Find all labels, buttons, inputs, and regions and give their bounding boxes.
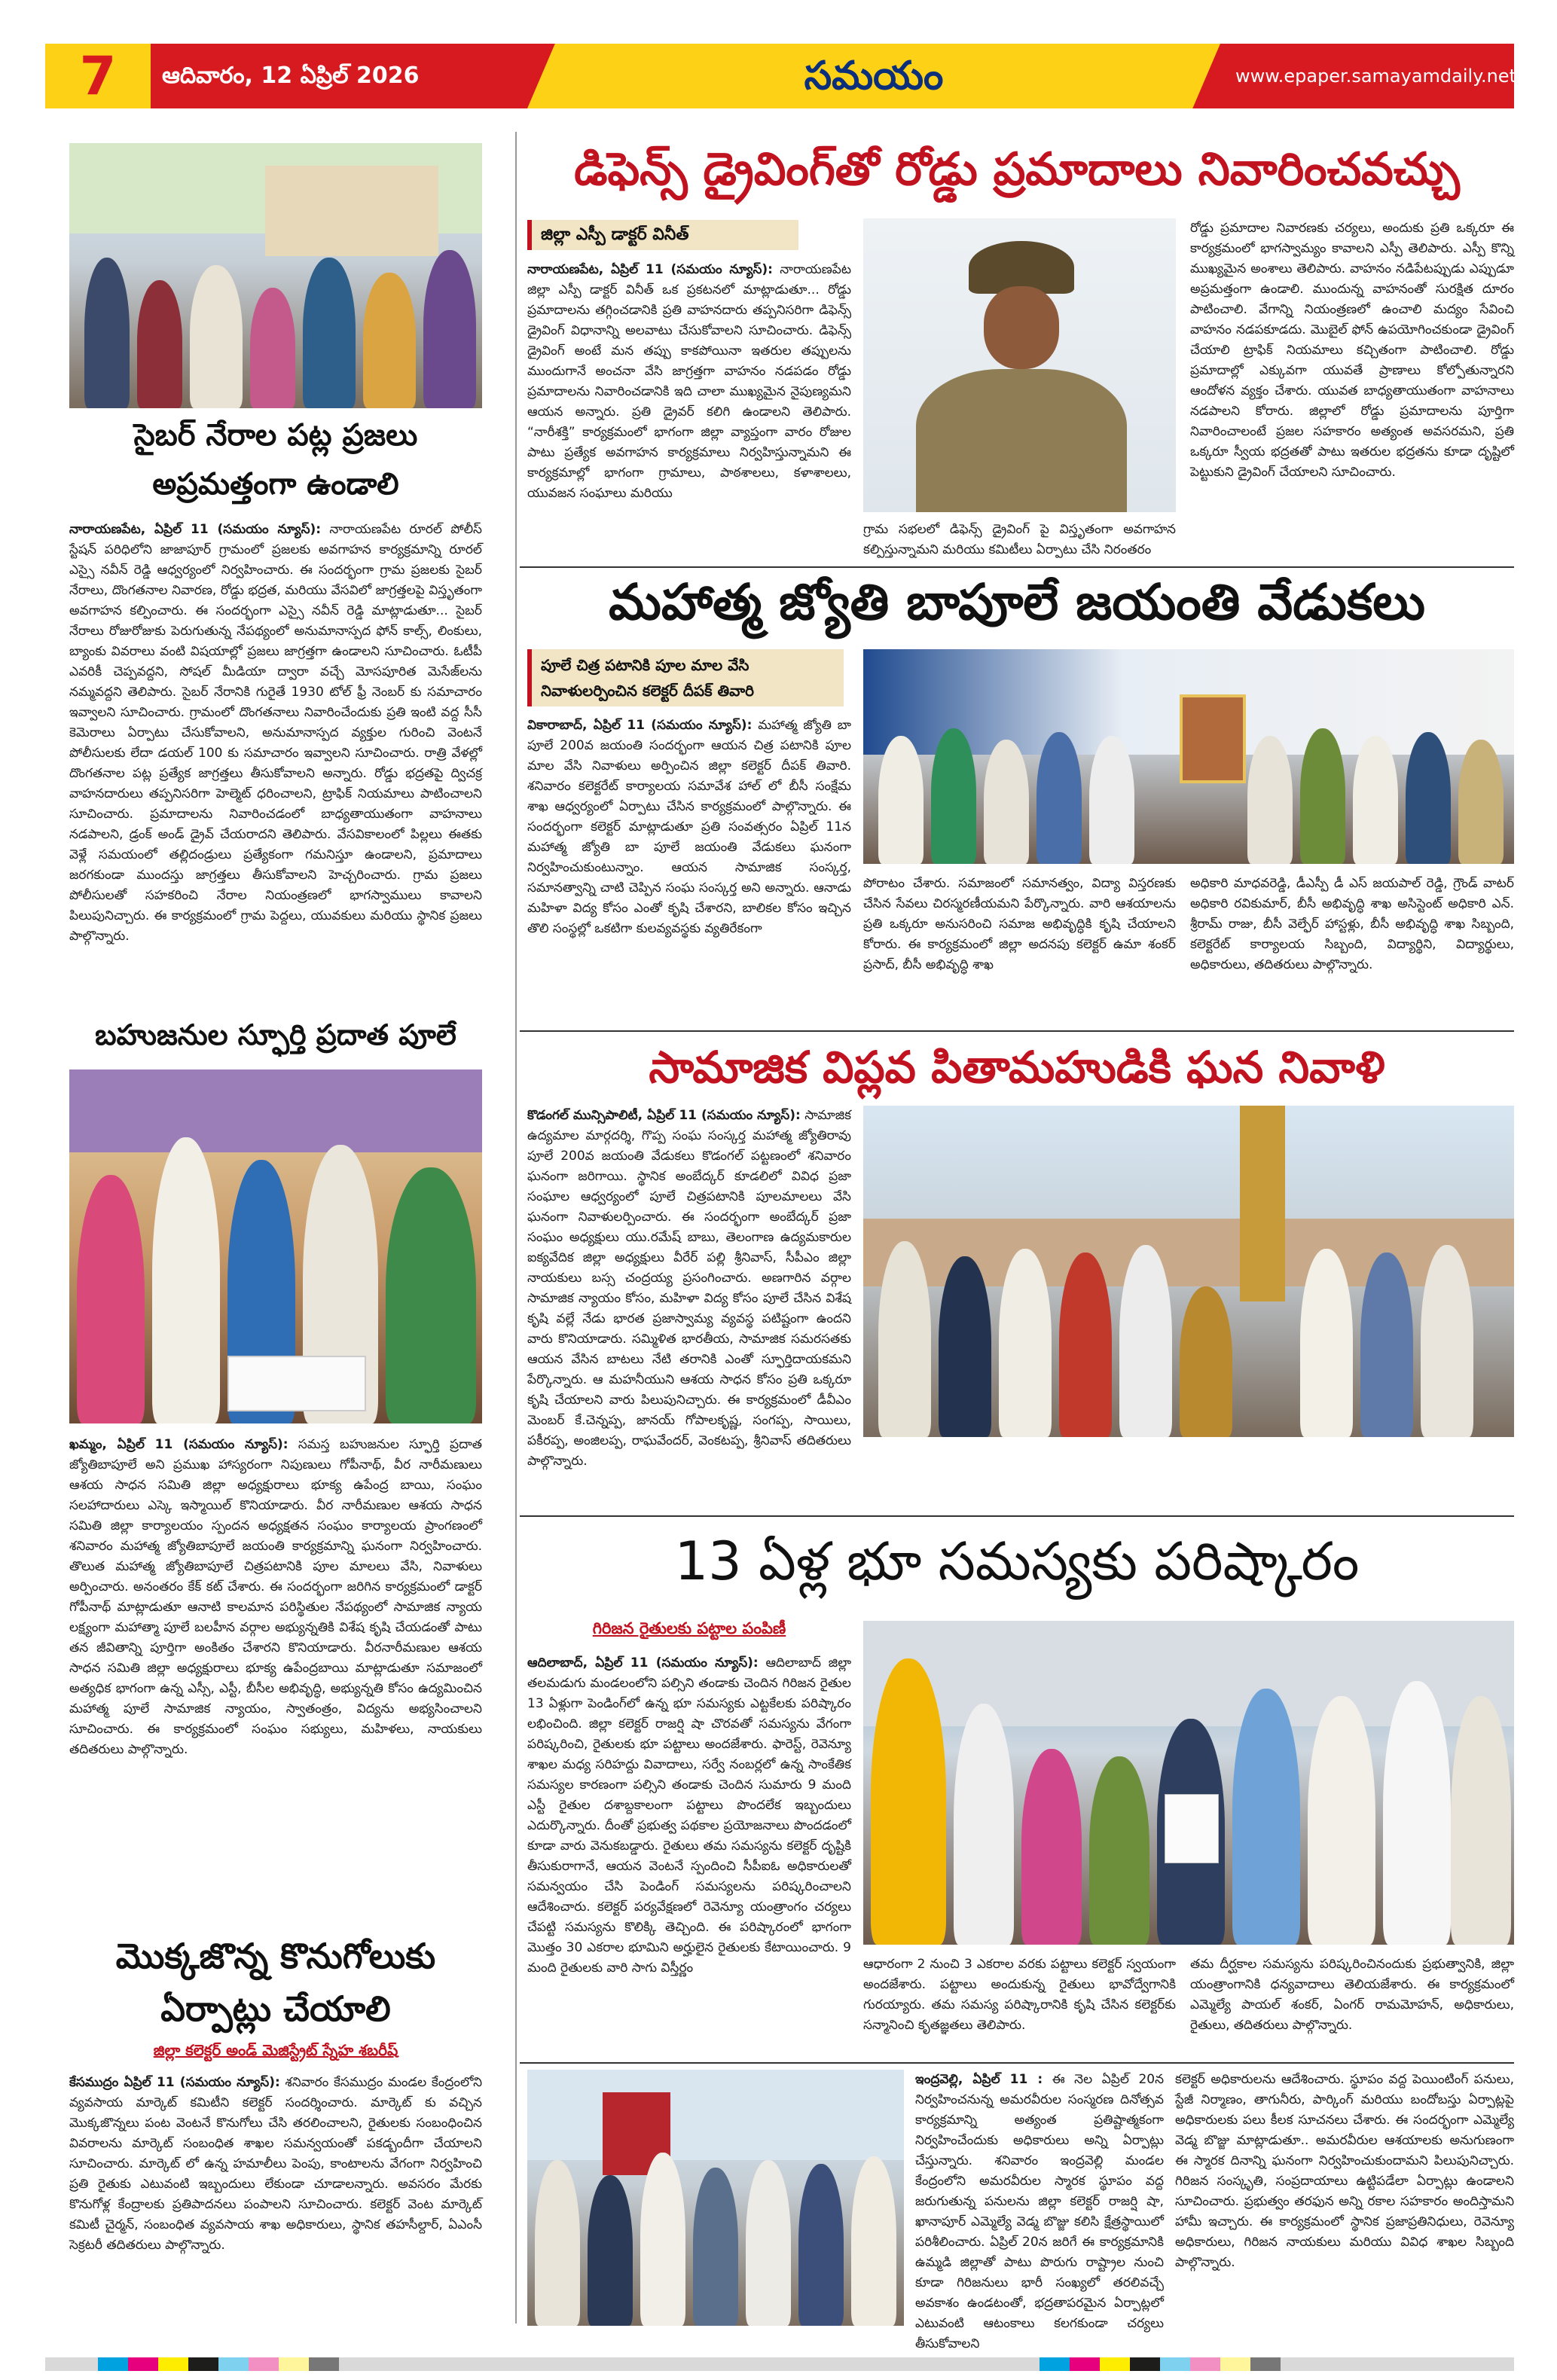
- color-swatch: [1220, 2357, 1250, 2371]
- left-article3-dateline: కేసముద్రం ఏప్రిల్ 11 (సమయం న్యూస్):: [69, 2075, 280, 2090]
- main-article5-text-col1: ఈ నెల ఏప్రిల్ 20న నిర్వహించనున్న అమరవీరుల సంస్మరణ దినోత్సవ కార్యక్రమాన్ని అత్యంత ప్రతిష్టాత్మకంగా నిర్వహించేందుకు అధికారులు అన్ని ఏర్పాట్లు చేస్తున్నారు. శనివారం ఇంద్రవెల్లి మండల కేంద్రంలోని అమరవీరుల స్మారక స్థూపం వద్ద జరుగుతున్న పనులను జిల్లా కలెక్టర్ రాజర్షి షా, ఖానాపూర్ ఎమ్మెల్యే వెడ్మ బొజ్జు కలిసి క్షేత్రస్థాయిలో పరిశీలించారు. ఏప్రిల్ 20న జరిగే ఈ కార్యక్రమానికి ఉమ్మడి జిల్లాతో పాటు పొరుగు రాష్ట్రాల నుంచి కూడా గిరిజనులు భారీ సంఖ్యలో తరలివచ్చే అవకాశం ఉండటంతో, భద్రతాపరమైన ఏర్పాట్లలో ఎటువంటి ఆటంకాలు కలగకుండా చర్యలు తీసుకోవాలని: [915, 2072, 1165, 2351]
- main-article2-body-col3: [1190, 874, 1514, 1024]
- left-article2-body: [69, 1435, 482, 1924]
- color-swatch: [158, 2357, 188, 2371]
- color-swatch: [249, 2357, 279, 2371]
- main-article3-title: సామాజిక విప్లవ పితామహుడికి ఘన నివాళి: [649, 1042, 1385, 1093]
- column-divider: [515, 132, 517, 2324]
- main-article3-dateline: కొడంగల్ మున్సిపాలిటీ, ఏప్రిల్ 11 (సమయం న్యూస్):: [527, 1108, 801, 1123]
- main-article2-text-col3: అధికారి మాధవరెడ్డి, డీఎస్పీ డీ ఎస్ జయపాల్ రెడ్డి, గ్రౌండ్ వాటర్ అధికారి రవికుమార్, బీసీ అభివృద్ధి శాఖ అసిస్టెంట్ అధికారి ఎన్. శ్రీరామ్ రాజు, బీసీ వెల్ఫేర్ హాస్టళ్లు, బీసీ అభివృద్ధి శాఖ సిబ్బంది, కలెక్టరేట్ కార్యాలయ సిబ్బంది, విద్యార్థిని, విద్యార్థులు, అధికారులు, తదితరులు పాల్గొన్నారు.: [1190, 876, 1514, 972]
- main-article3-body: [527, 1106, 851, 1512]
- main-article1-body-col2: [1190, 218, 1514, 561]
- main-article1-text-col2: రోడ్డు ప్రమాదాల నివారణకు చర్యలు, అందుకు ప్రతి ఒక్కరూ ఈ కార్యక్రమంలో భాగస్వామ్యం కావాలని ఎస్పీ తెలిపారు. ఎస్పీ కొన్ని ముఖ్యమైన అంశాలు తెలిపారు. వాహనం నడిపేటప్పుడు ఎప్పుడూ అప్రమత్తంగా ఉండాలి. ముందున్న వాహనంతో సురక్షిత దూరం పాటించాలి. వేగాన్ని నియంత్రణలో ఉంచాలి మద్యం సేవించి వాహనం నడపకూడదు. మొబైల్ ఫోన్ ఉపయోగించకుండా డ్రైవింగ్ చేయాలి ట్రాఫిక్ నియమాలు కచ్చితంగా పాటించాలి. రోడ్డు ప్రమాదాల్లో ఎక్కువగా యువతే ప్రాణాలు కోల్పోతున్నారని ఆందోళన వ్యక్తం చేశారు. యువత బాధ్యతాయుతంగా వాహనాలు నడపాలని కోరారు. జిల్లాలో రోడ్డు ప్రమాదాలను పూర్తిగా నివారించాలంటే ప్రజల సహకారం అత్యంత అవసరమని, ప్రతి ఒక్కరూ స్వీయ భద్రతతో పాటు ఇతరుల భద్రతను కూడా దృష్టిలో పెట్టుకుని డ్రైవింగ్ చేయాలని సూచించారు.: [1190, 221, 1514, 480]
- main-article1-title: డిఫెన్స్ డ్రైవింగ్‌తో రోడ్డు ప్రమాదాలు నివారించవచ్చు: [574, 143, 1460, 196]
- left-article1-dateline: నారాయణపేట, ఏప్రిల్ 11 (సమయం న్యూస్):: [69, 522, 322, 537]
- left-article2-title: బహుజనుల స్ఫూర్తి ప్రదాత పూలే: [95, 1018, 456, 1051]
- main-article4-title: 13 ఏళ్ల భూ సమస్యకు పరిష్కారం: [674, 1530, 1360, 1592]
- left-article1-body: [69, 520, 482, 1017]
- photo-district-sp: [863, 218, 1176, 512]
- epaper-url[interactable]: www.epaper.samayamdaily.net: [1235, 66, 1516, 87]
- photo-land-pattas: [863, 1621, 1514, 1945]
- color-swatch: [1190, 2357, 1220, 2371]
- main-article4-body-col2: [863, 1954, 1176, 2060]
- photo-phule-celebration: [69, 1069, 482, 1423]
- main-article5-body-col1: [915, 2070, 1165, 2351]
- color-swatch: [1130, 2357, 1160, 2371]
- section-divider: [520, 1030, 1514, 1032]
- main-article2-body-col1: [527, 716, 851, 1024]
- color-swatch: [1040, 2357, 1070, 2371]
- section-divider: [520, 2062, 1514, 2064]
- color-swatch: [98, 2357, 128, 2371]
- main-article5-body-col2: [1175, 2070, 1514, 2326]
- main-article4-body-col3: [1190, 1954, 1514, 2060]
- main-article2-text-col2: పోరాటం చేశారు. సమాజంలో సమానత్వం, విద్యా విస్తరణకు చేసిన సేవలు చిరస్మరణీయమని పేర్కొన్నారు. వారి ఆశయాలను ప్రతి ఒక్కరూ అనుసరించి సమాజ అభివృద్ధికి కృషి చేయాలని కోరారు. ఈ కార్యక్రమంలో జిల్లా అదనపు కలెక్టర్ ఉమా శంకర్ ప్రసాద్, బీసీ అభివృద్ధి శాఖ: [863, 876, 1176, 972]
- color-swatch: [309, 2357, 339, 2371]
- main-article5-dateline: ఇంద్రవెల్లి, ఏప్రిల్ 11 :: [915, 2072, 1043, 2087]
- left-article2-text: సమస్త బహుజనుల స్ఫూర్తి ప్రదాత జ్యోతిబాపూలే అని ప్రముఖ హాస్యరంగా నిపుణులు గోపీనాథ్, వీర నారీమణులు ఆశయ సాధన సమితి జిల్లా అధ్యక్షురాలు భూక్య ఉపేంద్ర బాయి, సంఘం సలహాదారులు ఎస్కె ఇస్మాయిల్ కొనియాడారు. వీర నారీమణుల ఆశయ సాధన సమితి జిల్లా కార్యాలయం స్పందన అధ్యక్షతన సంఘం కార్యాలయ ప్రాంగణంలో శనివారం మహాత్మ జ్యోతిబాపూలే జయంతి కార్యక్రమాన్ని ఘనంగా నిర్వహించారు. తొలుత మహాత్మ జ్యోతిబాపూలే చిత్రపటానికి పూల మాలలు వేసి, నివాళులు అర్పించారు. అనంతరం కేక్ కట్ చేశారు. ఈ సందర్భంగా జరిగిన కార్యక్రమంలో డాక్టర్ గోపీనాథ్ మాట్లాడుతూ ఆనాటి కాలమాన పరిస్థితుల నేపథ్యంలో సామాజిక న్యాయ లక్ష్యంగా మహాత్మా పూలే బలహీన వర్గాల అభ్యున్నతికి విశేష కృషి చేయడంతో పాటు తన జీవితాన్ని పూర్తిగా అంకితం చేశారని కొనియాడారు. వీరనారీమణుల ఆశయ సాధన సమితి జిల్లా అధ్యక్షురాలు భూక్య ఉపేంద్రబాయి మాట్లాడుతూ సమాజంలో అత్యధిక భాగంగా ఉన్న ఎస్సీ, ఎస్టీ, బీసీల అభివృద్ధి, అభ్యున్నతి కోసం ఉద్యమించిన మహాత్మ పూలే సామాజిక న్యాయం, స్వాతంత్రం, విద్యను అభ్యసించాలని సూచించారు. ఈ కార్యక్రమంలో సంఘం సభ్యులు, మహిళలు, నాయకులు తదితరులు పాల్గొన్నారు.: [69, 1437, 483, 1757]
- page-number: 7: [45, 44, 151, 108]
- left-article1-text: నారాయణపేట రూరల్ పోలీస్ స్టేషన్ పరిధిలోని జాజాపూర్ గ్రామంలో ప్రజలకు అవగాహన కార్యక్రమాన్ని రూరల్ ఎస్సై నవీన్ రెడ్డి ఆధ్వర్యంలో నిర్వహించారు. ఈ సందర్భంగా గ్రామ ప్రజలకు సైబర్ నేరాలు, దొంగతనాల నివారణ, రోడ్డు భద్రత, మరియు వేసవిలో జాగ్రత్తలపై విస్తృతంగా అవగాహన కల్పించారు. ఈ సందర్భంగా ఎస్సై నవీన్ రెడ్డి మాట్లాడుతూ... సైబర్ నేరాలు రోజురోజుకు పెరుగుతున్న నేపథ్యంలో అనుమానాస్పద ఫోన్ కాల్స్, లింకులు, బ్యాంకు వివరాలు వంటి విషయాల్లో ప్రజలు జాగ్రత్తగా ఉండాలని సూచించారు. ఓటీపీ ఎవరికీ చెప్పవద్దని, సోషల్ మీడియా ద్వారా వచ్చే మోసపూరిత మెసేజ్‌లను నమ్మవద్దని తెలిపారు. సైబర్ నేరానికి గురైతే 1930 టోల్ ఫ్రీ నెంబర్ కు సమాచారం ఇవ్వాలని సూచించారు. గ్రామంలో దొంగతనాలు నివారించేందుకు ప్రతి ఇంటి వద్ద సీసీ కెమెరాలు ఏర్పాటు చేసుకోవాలని, అనుమానాస్పద వ్యక్తుల గురించి వెంటనే పోలీసులకు లేదా డయల్ 100 కు సమాచారం ఇవ్వాలని సూచించారు. రాత్రి వేళల్లో దొంగతనాల పట్ల ప్రత్యేక జాగ్రత్తలు తీసుకోవాలని అన్నారు. రోడ్డు భద్రతపై ద్విచక్ర వాహనదారులు తప్పనిసరిగా హెల్మెట్ ధరించాలని, ట్రాఫిక్ నియమాలు పాటించాలని సూచించారు. ప్రమాదాలను నివారించడంలో బాధ్యతాయుతంగా వాహనాలు నడపాలని, డ్రంక్ అండ్ డ్రైవ్ చేయరాదని తెలిపారు. వేసవికాలంలో పిల్లలు ఈతకు వెళ్లే సమయంలో తల్లిదండ్రులు ప్రత్యేకంగా గమనిస్తూ ఉండాలని, ప్రమాదాలు జరగకుండా ముందస్తు జాగ్రత్తలు తీసుకోవాలని హెచ్చరించారు. గ్రామ ప్రజలు పోలీసులతో సహకరించి నేరాల నియంత్రణలో భాగస్వాములు కావాలని పిలుపునిచ్చారు. ఈ కార్యక్రమంలో గ్రామ పెద్దలు, యువకులు మరియు స్థానిక ప్రజలు పాల్గొన్నారు.: [69, 522, 482, 944]
- main-article1-subtitle: జిల్లా ఎస్పీ డాక్టర్ వినీత్: [527, 220, 798, 250]
- photo-indravelli-inspection: [527, 2070, 904, 2326]
- main-article2-subtitle-line2: నివాళులర్పించిన కలెక్టర్ దీపక్ తివారి: [541, 682, 754, 700]
- main-article4-text-col3: తమ దీర్ఘకాల సమస్యను పరిష్కరించినందుకు ప్రభుత్వానికి, జిల్లా యంత్రాంగానికి ధన్యవాదాలు తెలియజేశారు. ఈ కార్యక్రమంలో ఎమ్మెల్యే పాయల్ శంకర్, ఏంగర్ రామమోహన్, అధికారులు, రైతులు, తదితరులు పాల్గొన్నారు.: [1190, 1957, 1514, 2033]
- color-swatch: [218, 2357, 249, 2371]
- main-article2-subtitle-box: [527, 649, 844, 706]
- photo-kodangal-tribute: [863, 1106, 1514, 1437]
- main-article2-text-col1: మహాత్మ జ్యోతి బా పూలే 200వ జయంతి సందర్భంగా ఆయన చిత్ర పటానికి పూల మాల వేసి నివాళులు అర్పించిన జిల్లా కలెక్టర్ దీపక్ తివారి. శనివారం కలెక్టరేట్ కార్యాలయ సమావేశ హాల్ లో బీసీ సంక్షేమ శాఖ ఆధ్వర్యంలో ఏర్పాటు చేసిన కార్యక్రమంలో పాల్గొన్నారు. ఈ సందర్భంగా కలెక్టర్ మాట్లాడుతూ ప్రతి సంవత్సరం ఏప్రిల్ 11న మహాత్మ జ్యోతి బా పూలే జయంతి వేడుకలు ఘనంగా నిర్వహించుకుంటున్నాం. ఆయన సామాజిక సంస్కర్త, సమానత్వాన్ని చాటి చెప్పిన సంఘ సంస్కర్త అని అన్నారు. ఆనాడు మహిళా విద్య కోసం ఎంతో కృషి చేశారని, బాలికల కోసం ఇచ్చిన తొలి సంస్థల్లో ఒకటిగా కులవ్యవస్థకు వ్యతిరేకంగా: [527, 718, 851, 936]
- main-article1-body-col1: [527, 260, 851, 505]
- main-article4-body: [527, 1653, 851, 1985]
- left-article3-title-line1: మొక్కజొన్న కొనుగోలుకు: [115, 1936, 436, 1976]
- main-article1-text-col1-end: గ్రామ సభలలో డిఫెన్స్ డ్రైవింగ్ పై విస్తృతంగా అవగాహన కల్పిస్తున్నామని మరియు కమిటీలు ఏర్పాటు చేసి నిరంతరం: [863, 522, 1176, 557]
- color-swatch: [188, 2357, 218, 2371]
- masthead-date: ఆదివారం, 12 ఏప్రిల్ 2026: [162, 63, 420, 89]
- main-article2-subtitle-line1: పూలే చిత్ర పటానికి పూల మాల వేసి: [541, 656, 749, 674]
- left-article1-title-line2: అప్రమత్తంగా ఉండాలి: [152, 467, 399, 502]
- main-article5-text-col2: కలెక్టర్ అధికారులను ఆదేశించారు. స్థూపం వద్ద పెయింటింగ్ పనులు, స్టేజీ నిర్మాణం, తాగునీరు, పార్కింగ్ మరియు బందోబస్తు ఏర్పాట్లపై అధికారులకు పలు కీలక సూచనలు చేశారు. ఈ సందర్భంగా ఎమ్మెల్యే వెడ్మ బొజ్జు మాట్లాడుతూ.. అమరవీరుల ఆశయాలకు అనుగుణంగా ఈ స్మారక దినాన్ని ఘనంగా నిర్వహించుకుందామని పిలుపునిచ్చారు. గిరిజన సంస్కృతి, సంప్రదాయాలు ఉట్టిపడేలా ఏర్పాట్లు ఉండాలని సూచించారు. ప్రభుత్వం తరఫున అన్ని రకాల సహకారం అందిస్తామని హామీ ఇచ్చారు. ఈ కార్యక్రమంలో స్థానిక ప్రజాప్రతినిధులు, రెవెన్యూ అధికారులు, గిరిజన నాయకులు మరియు వివిధ శాఖల సిబ్బంది పాల్గొన్నారు.: [1175, 2072, 1514, 2270]
- color-swatch: [1160, 2357, 1190, 2371]
- color-swatch: [128, 2357, 158, 2371]
- color-swatch: [279, 2357, 309, 2371]
- main-article3-text: సామాజిక ఉద్యమాల మార్గదర్శి, గొప్ప సంఘ సంస్కర్త మహాత్మ జ్యోతిరావు పూలే 200వ జయంతి వేడుకలు కొడంగల్ పట్టణంలో శనివారం ఘనంగా జరిగాయి. స్థానిక అంబేద్కర్ కూడలిలో వివిధ ప్రజా సంఘాల ఆధ్వర్యంలో పూలే చిత్రపటానికి పూలమాలలు వేసి ఘనంగా నివాళులర్పించారు. ఈ సందర్భంగా అంబేద్కర్ ప్రజా సంఘం అధ్యక్షులు యు.రమేష్ బాబు, తెలంగాణ ఉద్యమకారుల ఐక్యవేదిక జిల్లా అధ్యక్షులు వీరేర్ పల్లి శ్రీనివాస్, సీపీఎం జిల్లా నాయకులు బస్స చంద్రయ్య ప్రసంగించారు. అణగారిన వర్గాల సామాజిక న్యాయం కోసం, మహిళా విద్య కోసం పూలే చేసిన విశేష కృషి వల్లే నేడు భారత ప్రజాస్వామ్య వ్యవస్థ పటిష్టంగా ఉందని వారు కొనియాడారు. సమ్మిళిత భారతీయ, సామాజిక సమరసతకు ఆయన వేసిన బాటలు నేటి తరానికి ఎంతో స్ఫూర్తిదాయకమని పేర్కొన్నారు. ఆ మహనీయుని ఆశయ సాధన కోసం ప్రతి ఒక్కరూ కృషి చేయాలని వారు పిలుపునిచ్చారు. ఈ కార్యక్రమంలో డీవీఎం మెంబర్ కే.చెన్నప్ప, జానయ్ గోపాలకృష్ణ, సంగప్ప, సాయిలు, పకీరప్ప, అంజిలప్ప, రాఘవేందర్, వెంకటప్ప, శ్రీనివాస్ తదితరులు పాల్గొన్నారు.: [527, 1108, 852, 1469]
- main-article4-text: ఆదిలాబాద్ జిల్లా తలమడుగు మండలంలోని పల్సిని తండాకు చెందిన గిరిజన రైతుల 13 ఏళ్లుగా పెండింగ్‌లో ఉన్న భూ సమస్యకు ఎట్టకేలకు పరిష్కారం లభించింది. జిల్లా కలెక్టర్ రాజర్షి షా చొరవతో సమస్యను వేగంగా పరిష్కరించి, రైతులకు భూ పట్టాలు అందజేశారు. ఫారెస్ట్, రెవెన్యూ శాఖల మధ్య సరిహద్దు వివాదాలు, సర్వే నంబర్లలో ఉన్న సాంకేతిక సమస్యల కారణంగా పల్సిని తండాకు చెందిన సుమారు 9 మంది ఎస్టీ రైతుల దశాబ్దకాలంగా పట్టాలు పొందలేక ఇబ్బందులు ఎదుర్కొన్నారు. దీంతో ప్రభుత్వ పథకాల ప్రయోజనాలు పొందడంలో కూడా వారు వెనుకబడ్డారు. రైతులు తమ సమస్యను కలెక్టర్ దృష్టికి తీసుకురాగానే, ఆయన వెంటనే స్పందించి సీపీఐఓ అధికారులతో సమన్వయం చేసి పెండింగ్ సమస్యలను పరిష్కరించాలని ఆదేశించారు. కలెక్టర్ పర్యవేక్షణలో రెవెన్యూ యంత్రాంగం చర్యలు చేపట్టి సమస్యను కొలిక్కి తెచ్చింది. ఈ పరిష్కారంలో భాగంగా మొత్తం 30 ఎకరాల భూమిని అర్హులైన రైతులకు కేటాయించారు. 9 మంది రైతులకు వారి సాగు విస్తీర్ణం: [527, 1655, 852, 1976]
- main-article2-body-col2: [863, 874, 1176, 1024]
- left-article3-title-line2: ఏర్పాట్లు చేయాలి: [160, 1988, 391, 2029]
- left-article3-subtitle: జిల్లా కలెక్టర్ అండ్ మెజిస్ట్రేట్ స్నేహ శబరీష్: [153, 2041, 398, 2059]
- photo-collector-phule-jayanti: [863, 649, 1514, 864]
- main-article4-dateline: ఆదిలాబాద్, ఏప్రిల్ 11 (సమయం న్యూస్):: [527, 1655, 759, 1671]
- color-swatch: [1100, 2357, 1130, 2371]
- main-article2-dateline: వికారాబాద్, ఏప్రిల్ 11 (సమయం న్యూస్):: [527, 718, 753, 733]
- brand-name: సమయం: [804, 53, 944, 99]
- main-article4-text-col2: ఆధారంగా 2 నుంచి 3 ఎకరాల వరకు పట్టాలు కలెక్టర్ స్వయంగా అందజేశారు. పట్టాలు అందుకున్న రైతులు భావోద్వేగానికి గురయ్యారు. తమ సమస్య పరిష్కారానికి కృషి చేసిన కలెక్టర్‌కు సన్మానించి కృతజ్ఞతలు తెలిపారు.: [863, 1957, 1176, 2033]
- main-article2-title: మహాత్మ జ్యోతి బాపూలే జయంతి వేడుకలు: [609, 573, 1425, 631]
- main-article1-body-col1-end: [863, 520, 1176, 561]
- main-article1-dateline: నారాయణపేట, ఏప్రిల్ 11 (సమయం న్యూస్):: [527, 262, 773, 277]
- left-article1-title-line1: సైబర్ నేరాల పట్ల ప్రజలు: [133, 418, 418, 453]
- left-article2-dateline: ఖమ్మం, ఏప్రిల్ 11 (సమయం న్యూస్):: [69, 1437, 289, 1452]
- photo-cyber-awareness: [69, 143, 482, 408]
- color-swatch: [1250, 2357, 1281, 2371]
- main-article4-subtitle: గిరిజన రైతులకు పట్టాల పంపిణీ: [592, 1619, 786, 1637]
- color-swatch: [1070, 2357, 1100, 2371]
- section-divider: [520, 1515, 1514, 1517]
- left-article3-body: [69, 2073, 482, 2321]
- main-article1-text-col1: నారాయణపేట జిల్లా ఎస్పీ డాక్టర్ వినీత్ ఒక ప్రకటనలో మాట్లాడుతూ... రోడ్డు ప్రమాదాలను తగ్గించడానికి ప్రతి వాహనదారు తప్పనిసరిగా డిఫెన్స్ డ్రైవింగ్ విధానాన్ని అలవాటు చేసుకోవాలని సూచించారు. డిఫెన్స్ డ్రైవింగ్ అంటే మన తప్పు కాకపోయినా ఇతరుల తప్పులను ముందుగానే అంచనా వేసి జాగ్రత్తగా వాహనం నడపడం రోడ్డు ప్రమాదాలను నివారించడానికి ఇది చాలా ముఖ్యమైన నైపుణ్యమని ఆయన అన్నారు. ప్రతి డ్రైవర్ కలిగి ఉండాలని తెలిపారు. “నారీశక్తి” కార్యక్రమంలో భాగంగా జిల్లా వ్యాప్తంగా వారం రోజుల పాటు ప్రత్యేక అవగాహన కార్యక్రమాలు నిర్వహిస్తున్నామని ఈ కార్యక్రమాల్లో భాగంగా గ్రామాలు, పాఠశాలలు, కళాశాలలు, యువజన సంఘాలు మరియు: [527, 262, 851, 501]
- left-article3-text: శనివారం కేసముద్రం మండల కేంద్రంలోని వ్యవసాయ మార్కెట్ కమిటీని కలెక్టర్ సందర్శించారు. మార్కెట్ కు వచ్చిన మొక్కజొన్నలు పంట వెంటనే కొనుగోలు చేసి తరలించాలని, రైతులకు సంబంధించిన వివరాలను మార్కెట్ సంబంధిత శాఖల సమన్వయంతో పకడ్బందీగా చేయాలని సూచించారు. మార్కెట్ లో ఉన్న హమాలీలు పెంపు, కాంటాలను వేగంగా నిర్వహించి ప్రతి రైతుకు ఎటువంటి ఇబ్బందులు లేకుండా చూడాలన్నారు. అవసరం మేరకు కొనుగోళ్ల కేంద్రాలకు ప్రతిపాదనలు పంపాలని సూచించారు. కలెక్టర్ వెంట మార్కెట్ కమిటీ చైర్మన్, సంబంధిత వ్యవసాయ శాఖ అధికారులు, స్థానిక తహసీల్దార్, ఏఎంసీ సెక్రటరీ తదితరులు పాల్గొన్నారు.: [69, 2075, 482, 2253]
